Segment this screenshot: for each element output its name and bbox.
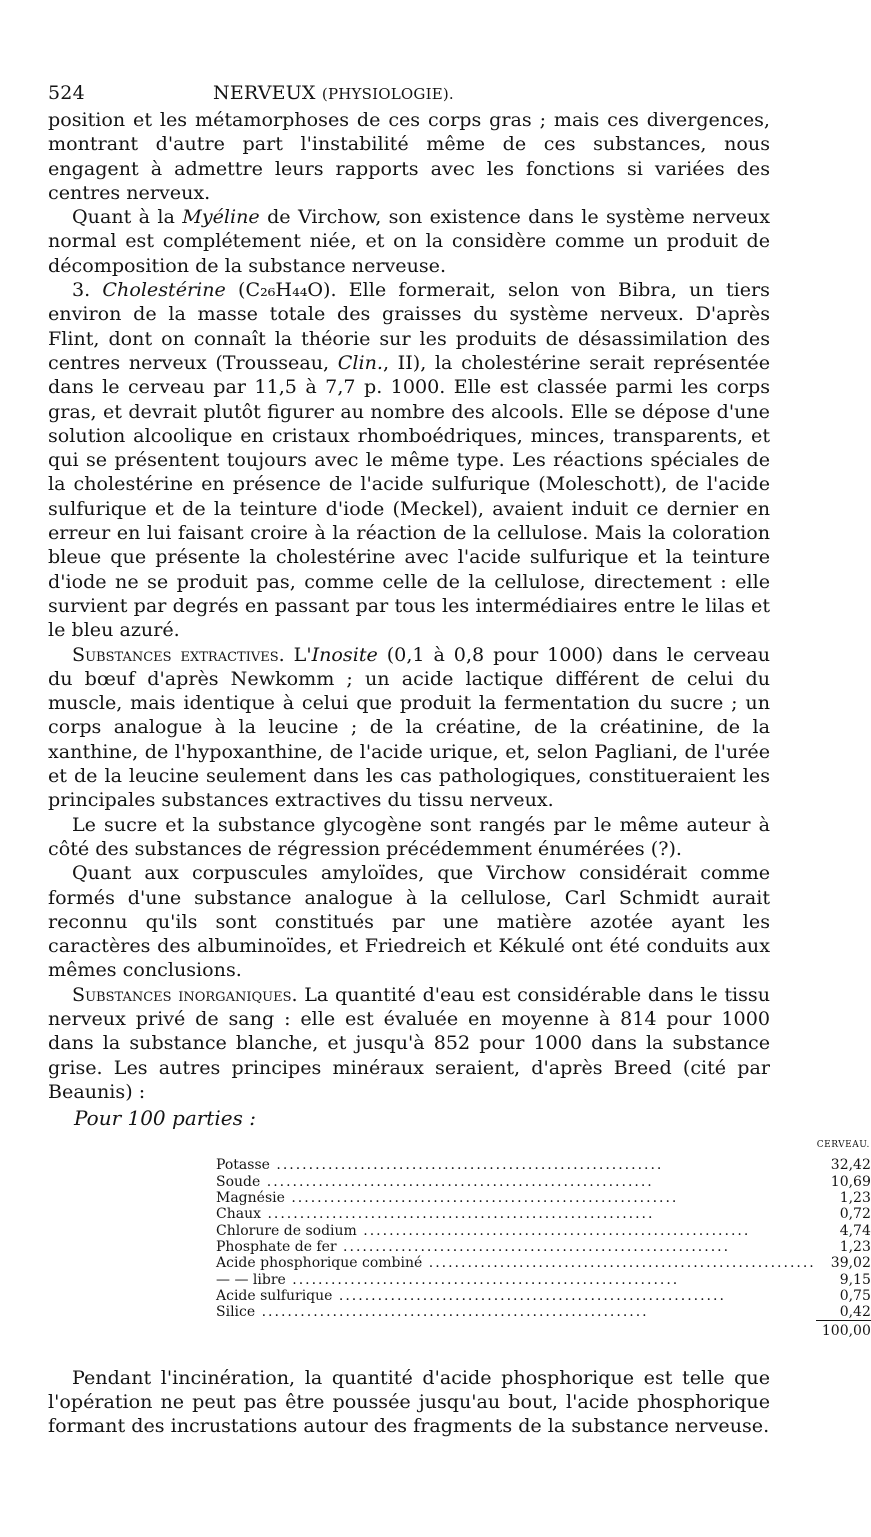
column-header: CERVEAU. — [816, 1140, 870, 1151]
table-row — [216, 1272, 871, 1288]
row-label: Silice ............................................................ — [216, 1304, 649, 1321]
table-row — [216, 1304, 871, 1321]
row-value: 32,42 — [830, 1157, 871, 1174]
row-value: 4,74 — [839, 1222, 871, 1239]
paragraph-inorganiques: Substances inorganiques. La quantité d'eau est considérable dans le tissu nerveux privé de sang : elle est évaluée en moyenne à 814 pour 1000 dans la substance blanche, et jusqu'à 852 pour 1000 dans la substance grise. Les autres principes minéraux seraient, d'après Breed (cité par Beaunis) : — [48, 982, 770, 1103]
table-row — [216, 1239, 871, 1255]
row-value: 1,23 — [839, 1238, 871, 1255]
running-header — [48, 82, 770, 104]
table-row — [216, 1206, 871, 1222]
row-value: 0,42 — [839, 1304, 871, 1321]
table-row — [216, 1190, 871, 1206]
row-label: Potasse ............................................................ — [216, 1157, 664, 1174]
row-label: Acide phosphorique combiné ............................................................ — [216, 1255, 816, 1272]
table-row — [216, 1255, 871, 1271]
running-title-sub: (PHYSIOLOGIE). — [321, 85, 454, 103]
table-total-row — [216, 1321, 871, 1340]
paragraph-cholesterine: 3. Cholestérine (C₂₆H₄₄O). Elle formerait, selon von Bibra, un tiers environ de la masse totale des graisses du système nerveux. D'après Flint, dont on connaît la théorie sur les produits de désassimilation des centres nerveux (Trousseau, Clin., II), la cholestérine serait représentée dans le cerveau par 11,5 à 7,7 p. 1000. Elle est classée parmi les corps gras, et devrait plutôt figurer au nombre des alcools. Elle se dépose d'une solution alcoolique en cristaux rhomboédriques, minces, transparents, et qui se présentent toujours avec le même type. Les réactions spéciales de la cholestérine en présence de l'acide sulfurique (Moleschott), de l'acide sulfurique et de la teinture d'iode (Meckel), avaient induit ce dernier en erreur en lui faisant croire à la réaction de la cellulose. Mais la coloration bleue que présente la cholestérine avec l'acide sulfurique et la teinture d'iode ne se produit pas, comme celle de la cellulose, directement : elle survient par degrés en passant par tous les intermédiaires entre le lilas et le bleu azuré. — [48, 278, 770, 642]
paragraph-myeline: Quant à la Myéline de Virchow, son existence dans le système nerveux normal est complétement niée, et on la considère comme un produit de décomposition de la substance nerveuse. — [48, 205, 770, 277]
table-row — [216, 1288, 871, 1304]
row-label: Chaux ............................................................ — [216, 1206, 655, 1223]
term-myeline: Myéline — [182, 205, 260, 229]
paragraph-corpuscules: Quant aux corpuscules amyloïdes, que Virchow considérait comme formés d'une substance analogue à la cellulose, Carl Schmidt aurait reconnu qu'ils sont constitués par une matière azotée ayant les caractères des albuminoïdes, et Friedreich et Kékulé ont été conduits aux mêmes conclusions. — [48, 861, 770, 982]
term-inosite: Inosite — [311, 642, 378, 666]
minerals-table — [216, 1136, 871, 1340]
row-value: 0,72 — [839, 1206, 871, 1223]
row-label: Magnésie ............................................................ — [216, 1190, 679, 1207]
paragraph-extractives: Substances extractives. L'Inosite (0,1 à 0,8 pour 1000) dans le cerveau du bœuf d'après Newkomm ; un acide lactique différent de celui du muscle, mais identique à celui que produit la fermentation du sucre ; un corps analogue à la leucine ; de la créatine, de la créatinine, de la xanthine, de l'hypoxanthine, de l'acide urique, et, selon Pagliani, de l'urée et de la leucine seulement dans les cas pathologiques, constitueraient les principales substances extractives du tissu nerveux. — [48, 642, 771, 812]
running-title — [213, 82, 454, 104]
row-value: 9,15 — [839, 1271, 871, 1288]
row-label: Chlorure de sodium ............................................................ — [216, 1222, 751, 1239]
term-cholesterine: Cholestérine — [102, 278, 226, 302]
row-label: — — libre ............................................................ — [216, 1271, 680, 1288]
paragraph-incineration: Pendant l'incinération, la quantité d'acide phosphorique est telle que l'opération ne peut pas être poussée jusqu'au bout, l'acide phosphorique formant des incrustations autour des fragments de la substance nerveuse. — [48, 1365, 770, 1438]
row-value: 1,23 — [839, 1190, 871, 1207]
table-caption: Pour 100 parties : — [74, 1106, 256, 1131]
table-row — [216, 1174, 871, 1190]
row-label: Soude ............................................................ — [216, 1173, 654, 1190]
row-value: 39,02 — [830, 1255, 871, 1272]
table-total: 100,00 — [816, 1321, 871, 1340]
section-heading-inorganiques: Substances inorganiques. — [72, 982, 298, 1006]
row-value: 0,75 — [839, 1287, 871, 1304]
chemical-formula: (C₂₆H₄₄O). — [238, 278, 337, 302]
paragraph-sucre: Le sucre et la substance glycogène sont rangés par le même auteur à côté des substances de régression précédemment énumérées (?). — [48, 812, 770, 860]
page-number: 524 — [48, 82, 85, 104]
table-row — [216, 1157, 871, 1173]
table-row — [216, 1223, 871, 1239]
row-label: Acide sulfurique ............................................................ — [216, 1287, 726, 1304]
section-heading-extractives: Substances extractives. — [72, 642, 285, 666]
book-page — [48, 82, 871, 1439]
row-value: 10,69 — [830, 1173, 871, 1190]
row-label: Phosphate de fer ............................................................ — [216, 1238, 731, 1255]
paragraph-continuation: position et les métamorphoses de ces corps gras ; mais ces divergences, montrant d'autre part l'instabilité même de ces substances, nous engagent à admettre leurs rapports avec les fonctions si variées des centres nerveux. — [48, 108, 770, 204]
running-title-main: NERVEUX — [213, 82, 316, 104]
